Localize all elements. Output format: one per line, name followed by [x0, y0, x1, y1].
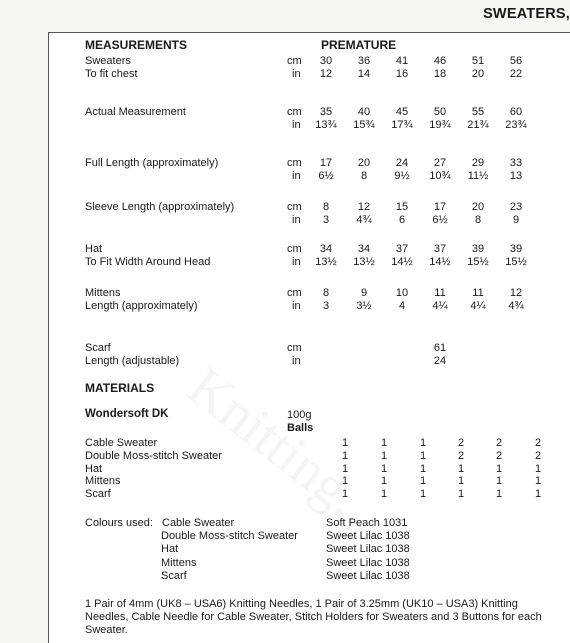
- measure-value: 4¼: [432, 299, 448, 312]
- measure-value: 37: [395, 243, 409, 255]
- ball-count: 1: [419, 488, 427, 501]
- unit-label: cm: [287, 342, 302, 354]
- unit-label: in: [292, 67, 301, 80]
- ball-count: 1: [380, 475, 388, 488]
- ball-count: 1: [380, 449, 388, 462]
- unit-label: in: [292, 299, 301, 312]
- material-item-label: Double Moss-stitch Sweater: [85, 449, 222, 462]
- measure-value: 9½: [394, 169, 410, 182]
- unit-label: in: [292, 213, 301, 226]
- colour-item-label: Cable Sweater: [162, 517, 235, 529]
- measure-value: 4¾: [508, 299, 524, 312]
- measure-value: 14½: [391, 255, 413, 268]
- measure-value: 8: [474, 213, 482, 226]
- measure-label: To Fit Width Around Head: [85, 255, 211, 268]
- measure-value: 17: [433, 201, 447, 213]
- colour-value: Soft Peach 1031: [326, 517, 408, 529]
- size-heading: PREMATURE: [321, 38, 397, 52]
- ball-count: 1: [534, 475, 542, 488]
- ball-weight: 100g: [287, 409, 312, 421]
- ball-count: 1: [341, 437, 349, 449]
- measure-value: 8: [322, 287, 330, 299]
- ball-count: 2: [534, 449, 542, 462]
- colour-value: Sweet Lilac 1038: [326, 530, 410, 543]
- unit-label: cm: [287, 55, 302, 67]
- measure-value: 11: [472, 287, 484, 299]
- colour-value: Sweet Lilac 1038: [326, 543, 410, 556]
- colour-value: Sweet Lilac 1038: [326, 556, 410, 569]
- unit-label: cm: [287, 201, 302, 213]
- unit-label: in: [292, 255, 301, 268]
- measure-value: 6½: [318, 169, 334, 182]
- ball-count: 1: [380, 488, 388, 501]
- ball-count: 1: [419, 475, 427, 488]
- ball-count: 1: [380, 437, 388, 449]
- ball-count: 2: [457, 449, 465, 462]
- ball-count: 1: [457, 475, 465, 488]
- yarn-name: Wondersoft DK: [85, 408, 169, 420]
- ball-count: 1: [341, 449, 349, 462]
- ball-count: 1: [495, 488, 503, 501]
- ball-count: 1: [419, 437, 427, 449]
- ball-count: 2: [495, 449, 503, 462]
- unit-label: cm: [287, 287, 302, 299]
- page-header-title: SWEATERS,: [483, 6, 570, 22]
- measure-value: 15¾: [353, 118, 375, 131]
- measure-value: 13½: [353, 255, 375, 268]
- measure-value: 15½: [505, 255, 527, 268]
- measure-value: 41: [395, 55, 409, 67]
- measure-value: 21¾: [467, 118, 489, 131]
- measure-value: 9: [360, 287, 368, 299]
- measure-value: 4¼: [470, 299, 486, 312]
- colour-value: Sweet Lilac 1038: [326, 569, 410, 582]
- measure-value: 10¾: [429, 169, 451, 182]
- measure-value: 30: [319, 55, 333, 67]
- measure-label: Actual Measurement: [85, 106, 186, 118]
- measure-value: 8: [322, 201, 330, 213]
- measure-value: 3: [322, 299, 330, 312]
- measure-value: 4¾: [356, 213, 372, 226]
- measure-value: 17: [319, 157, 333, 169]
- ball-count: 2: [534, 437, 542, 449]
- unit-label: in: [292, 169, 301, 182]
- measure-label: Scarf: [85, 342, 111, 354]
- measure-value: 14: [357, 67, 371, 80]
- measure-value: 23: [509, 201, 523, 213]
- measure-value: 55: [471, 106, 485, 118]
- measure-value: 17¾: [391, 118, 413, 131]
- material-item-label: Cable Sweater: [85, 437, 158, 449]
- measure-value: 13¾: [315, 118, 337, 131]
- measure-value: 8: [360, 169, 368, 182]
- measure-value: 19¾: [429, 118, 451, 131]
- measure-label: Length (adjustable): [85, 355, 180, 367]
- measure-value: 34: [319, 243, 333, 255]
- measurements-heading: MEASUREMENTS: [85, 38, 188, 52]
- ball-count: 1: [419, 462, 427, 475]
- colour-item-label: Double Moss-stitch Sweater: [161, 530, 298, 543]
- measure-value: 11½: [467, 169, 489, 182]
- colours-used-label: Colours used:: [85, 517, 153, 529]
- measure-value: 45: [395, 106, 409, 118]
- ball-label: Balls: [287, 422, 314, 434]
- measure-value: 60: [509, 106, 523, 118]
- measure-value: 35: [319, 106, 333, 118]
- measure-value: 37: [433, 243, 447, 255]
- materials-heading: MATERIALS: [85, 381, 155, 395]
- measure-value: 6½: [432, 213, 448, 226]
- ball-count: 1: [534, 462, 542, 475]
- ball-count: 1: [495, 475, 503, 488]
- ball-count: 2: [495, 437, 503, 449]
- ball-count: 1: [419, 449, 427, 462]
- measure-value: 56: [509, 55, 523, 67]
- measure-value: 50: [433, 106, 447, 118]
- colour-item-label: Hat: [161, 543, 179, 556]
- measure-value: 40: [357, 106, 371, 118]
- measure-value: 13½: [315, 255, 337, 268]
- ball-count: 1: [457, 488, 465, 501]
- unit-label: cm: [287, 106, 302, 118]
- measure-value: 36: [357, 55, 371, 67]
- measure-value: 15: [395, 201, 409, 213]
- measure-value: 3: [322, 213, 330, 226]
- ball-count: 2: [457, 437, 465, 449]
- measure-value: 23¾: [505, 118, 527, 131]
- scarf-value: 61: [433, 342, 447, 354]
- measure-label: Sleeve Length (approximately): [85, 201, 235, 213]
- measure-value: 9: [512, 213, 520, 226]
- ball-count: 1: [380, 462, 388, 475]
- measure-value: 22: [509, 67, 523, 80]
- measure-value: 16: [395, 67, 409, 80]
- unit-label: cm: [287, 243, 302, 255]
- measure-value: 10: [395, 287, 409, 299]
- measure-value: 12: [509, 287, 523, 299]
- measure-value: 39: [509, 243, 523, 255]
- measure-value: 20: [357, 157, 371, 169]
- ball-count: 1: [341, 488, 349, 501]
- measure-value: 33: [509, 157, 523, 169]
- footer-note: 1 Pair of 4mm (UK8 – USA6) Knitting Needles, 1 Pair of 3.25mm (UK10 – USA3) Knitting Needles, Cable Needle for Cable Sweater, Stitch Holders for Sweaters and 3 Buttons for each Sweater.: [85, 598, 542, 636]
- measure-label: Sweaters: [85, 55, 131, 67]
- measure-value: 24: [395, 157, 409, 169]
- measure-value: 29: [471, 157, 485, 169]
- measure-value: 18: [433, 67, 447, 80]
- measure-label: Full Length (approximately): [85, 157, 219, 169]
- measure-value: 11: [434, 287, 446, 299]
- measure-value: 3½: [356, 299, 372, 312]
- colour-item-label: Mittens: [161, 556, 197, 569]
- measure-label: Mittens: [85, 287, 121, 299]
- colour-item-label: Scarf: [161, 569, 187, 582]
- unit-label: cm: [287, 157, 302, 169]
- ball-count: 1: [534, 488, 542, 501]
- measure-label: Hat: [85, 243, 103, 255]
- measure-value: 46: [433, 55, 447, 67]
- measure-value: 14½: [429, 255, 451, 268]
- measure-value: 34: [357, 243, 371, 255]
- unit-label: in: [292, 118, 301, 131]
- measure-value: 39: [471, 243, 485, 255]
- ball-count: 1: [495, 462, 503, 475]
- measure-value: 6: [398, 213, 406, 226]
- unit-label: in: [292, 355, 301, 367]
- measure-value: 12: [357, 201, 371, 213]
- ball-count: 1: [457, 462, 465, 475]
- measure-value: 20: [471, 67, 485, 80]
- measure-value: 15½: [467, 255, 489, 268]
- measure-label: Length (approximately): [85, 299, 198, 312]
- ball-count: 1: [341, 475, 349, 488]
- material-item-label: Scarf: [85, 488, 111, 501]
- measure-value: 27: [433, 157, 447, 169]
- material-item-label: Hat: [85, 462, 103, 475]
- measure-label: To fit chest: [85, 67, 138, 80]
- measure-value: 20: [471, 201, 485, 213]
- ball-count: 1: [341, 462, 349, 475]
- measure-value: 51: [471, 55, 485, 67]
- measure-value: 12: [319, 67, 333, 80]
- measure-value: 4: [398, 299, 406, 312]
- scarf-value: 24: [433, 355, 447, 367]
- material-item-label: Mittens: [85, 475, 121, 488]
- measure-value: 13: [509, 169, 523, 182]
